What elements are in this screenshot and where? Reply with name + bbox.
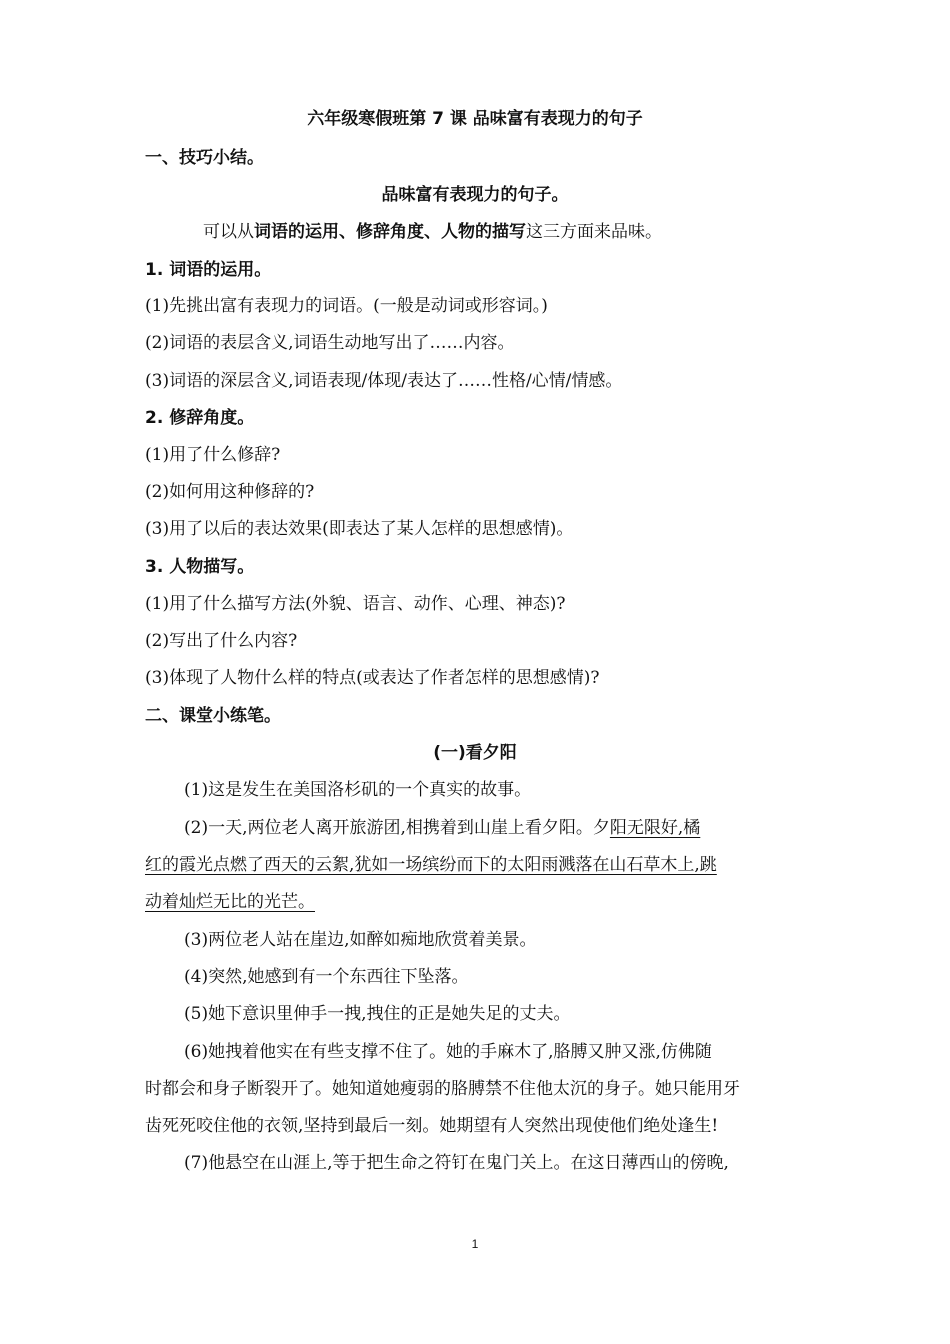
page-title: 六年级寒假班第 7 课 品味富有表现力的句子 <box>307 109 643 129</box>
section-subtitle: 品味富有表现力的句子。 <box>381 185 569 205</box>
story-paragraph-continuation: 时都会和身子断裂开了。她知道她瘦弱的胳膊禁不住他太沉的身子。她只能用牙 <box>145 1079 740 1099</box>
underlined-sentence: 阳无限好,橘 <box>609 818 701 838</box>
list-item: (2)词语的表层含义,词语生动地写出了……内容。 <box>145 333 515 353</box>
page-number: 1 <box>471 1237 479 1251</box>
intro-prefix: 可以从 <box>203 222 254 242</box>
intro-bold: 词语的运用、修辞角度、人物的描写 <box>254 222 526 242</box>
story-paragraph: (3)两位老人站在崖边,如醉如痴地欣赏着美景。 <box>184 930 537 950</box>
subheading-word-usage: 1. 词语的运用。 <box>145 260 272 280</box>
story-paragraph: (6)她拽着他实在有些支撑不住了。她的手麻木了,胳膊又肿又涨,仿佛随 <box>184 1042 712 1062</box>
list-item: (1)用了什么修辞? <box>145 445 281 465</box>
intro-paragraph <box>203 220 662 244</box>
section-heading-2: 二、课堂小练笔。 <box>145 706 281 726</box>
subheading-character: 3. 人物描写。 <box>145 557 255 577</box>
story-paragraph: (7)他悬空在山涯上,等于把生命之符钉在鬼门关上。在这日薄西山的傍晚, <box>184 1153 729 1173</box>
paragraph-lead: (2)一天,两位老人离开旅游团,相携着到山崖上看夕阳。夕 <box>184 818 610 838</box>
story-paragraph: (5)她下意识里伸手一拽,拽住的正是她失足的丈夫。 <box>184 1004 571 1024</box>
list-item: (1)用了什么描写方法(外貌、语言、动作、心理、神态)? <box>145 594 566 614</box>
list-item: (1)先挑出富有表现力的词语。(一般是动词或形容词。) <box>145 296 548 316</box>
list-item: (3)词语的深层含义,词语表现/体现/表达了……性格/心情/情感。 <box>145 371 623 391</box>
story-paragraph <box>184 816 700 840</box>
story-title: (一)看夕阳 <box>433 743 517 763</box>
story-paragraph: (1)这是发生在美国洛杉矶的一个真实的故事。 <box>184 780 532 800</box>
intro-suffix: 这三方面来品味。 <box>526 222 662 242</box>
list-item: (2)写出了什么内容? <box>145 631 298 651</box>
list-item: (2)如何用这种修辞的? <box>145 482 315 502</box>
underlined-sentence: 动着灿烂无比的光芒。 <box>145 892 315 912</box>
story-paragraph: (4)突然,她感到有一个东西往下坠落。 <box>184 967 469 987</box>
story-paragraph-continuation: 齿死死咬住他的衣领,坚持到最后一刻。她期望有人突然出现使他们绝处逢生! <box>145 1116 719 1136</box>
subheading-rhetoric: 2. 修辞角度。 <box>145 408 255 428</box>
list-item: (3)用了以后的表达效果(即表达了某人怎样的思想感情)。 <box>145 519 574 539</box>
list-item: (3)体现了人物什么样的特点(或表达了作者怎样的思想感情)? <box>145 668 600 688</box>
section-heading-1: 一、技巧小结。 <box>145 148 264 168</box>
underlined-sentence: 红的霞光点燃了西天的云絮,犹如一场缤纷而下的太阳雨溅落在山石草木上,跳 <box>145 855 717 875</box>
